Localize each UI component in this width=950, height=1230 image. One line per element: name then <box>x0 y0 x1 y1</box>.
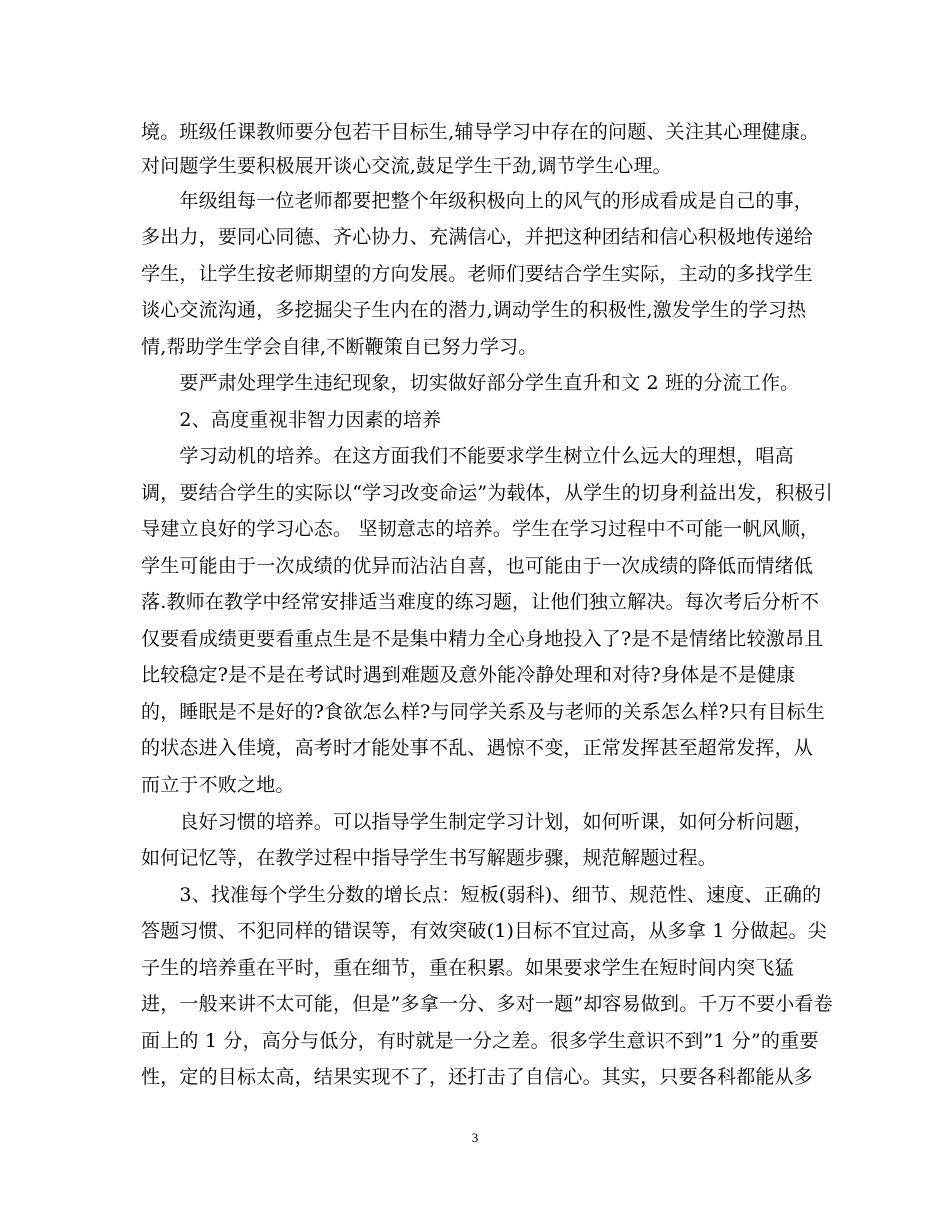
text-line: 学习动机的培养。在这方面我们不能要求学生树立什么远大的理想，唱高 <box>141 445 794 467</box>
text-line: 而立于不败之地。 <box>141 774 295 796</box>
page-number: 3 <box>471 1130 479 1145</box>
text-line: 仅要看成绩更要看重点生是不是集中精力全心身地投入了?是不是情绪比较激昂且 <box>141 628 824 650</box>
text-line: 良好习惯的培养。可以指导学生制定学习计划，如何听课，如何分析问题， <box>141 811 814 833</box>
text-line: 的，睡眠是不是好的?食欲怎么样?与同学关系及与老师的关系怎么样?只有目标生 <box>141 701 825 723</box>
text-line: 子生的培养重在平时，重在细节，重在积累。如果要求学生在短时间内突飞猛 <box>141 957 794 979</box>
text-line: 如何记忆等，在教学过程中指导学生书写解题步骤，规范解题过程。 <box>141 847 718 869</box>
text-line: 进，一般来讲不太可能，但是”多拿一分、多对一题”却容易做到。千万不要小看卷 <box>141 993 833 1015</box>
section-heading: 3、找准每个学生分数的增长点：短板(弱科)、细节、规范性、速度、正确的 <box>141 884 822 906</box>
section-heading: 2、高度重视非智力因素的培养 <box>141 409 442 431</box>
text-line: 谈心交流沟通，多挖掘尖子生内在的潜力,调动学生的积极性,激发学生的学习热 <box>141 299 807 321</box>
text-line: 境。班级任课教师要分包若干目标生,辅导学习中存在的问题、关注其心理健康。 <box>141 121 820 143</box>
text-line: 情,帮助学生学会自律,不断鞭策自已努力学习。 <box>141 336 538 358</box>
text-line: 年级组每一位老师都要把整个年级积极向上的风气的形成看成是自己的事， <box>141 190 814 212</box>
text-line: 的状态进入佳境，高考时才能处事不乱、遇惊不变，正常发挥甚至超常发挥，从 <box>141 737 814 759</box>
text-line: 学生，让学生按老师期望的方向发展。老师们要结合学生实际，主动的多找学生 <box>141 263 814 285</box>
text-line: 答题习惯、不犯同样的错误等，有效突破(1)目标不宜过高，从多拿 1 分做起。尖 <box>141 920 827 942</box>
text-line: 导建立良好的学习心态。 坚韧意志的培养。学生在学习过程中不可能一帆风顺， <box>141 518 820 540</box>
text-line: 面上的 1 分，高分与低分，有时就是一分之差。很多学生意识不到”1 分”的重要 <box>141 1030 819 1052</box>
text-line: 调，要结合学生的实际以“学习改变命运”为载体，从学生的切身利益出发，积极引 <box>141 482 833 504</box>
text-line: 比较稳定?是不是在考试时遇到难题及意外能冷静处理和对待?身体是不是健康 <box>141 664 796 686</box>
text-line: 学生可能由于一次成绩的优异而沾沾自喜，也可能由于一次成绩的降低而情绪低 <box>141 555 814 577</box>
text-line: 要严肃处理学生违纪现象，切实做好部分学生直升和文 2 班的分流工作。 <box>141 372 800 394</box>
text-line: 落.教师在教学中经常安排适当难度的练习题，让他们独立解决。每次考后分析不 <box>141 591 820 613</box>
text-line: 多出力，要同心同德、齐心协力、充满信心，并把这种团结和信心积极地传递给 <box>141 226 814 248</box>
text-line: 性，定的目标太高，结果实现不了，还打击了自信心。其实，只要各科都能从多 <box>141 1066 814 1088</box>
text-line: 对问题学生要积极展开谈心交流,鼓足学生干劲,调节学生心理。 <box>141 155 672 177</box>
